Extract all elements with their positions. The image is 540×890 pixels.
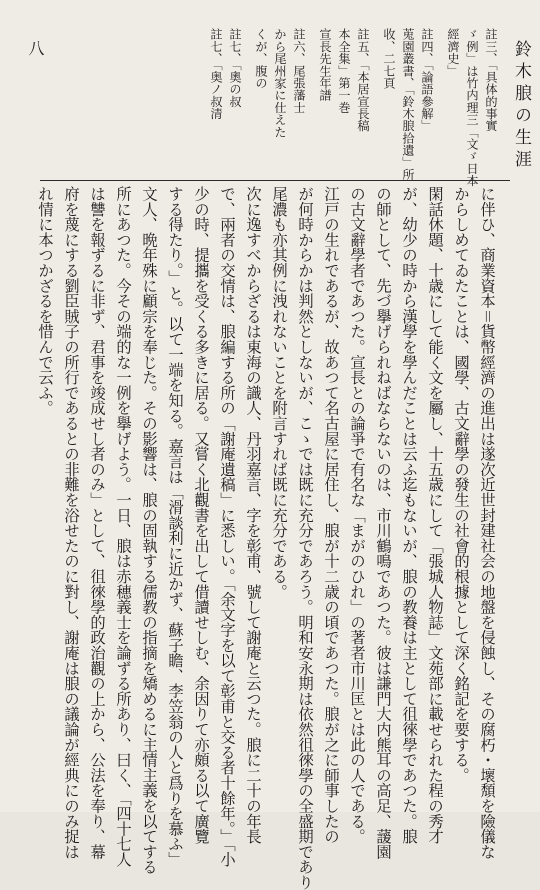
body-line: の古文辭學者であつた。宣長との論爭で有名な「まがのひれ」の著者市川匡とは此の人である。	[348, 186, 366, 844]
footnote-line: 經濟史」	[446, 28, 460, 77]
footnote-line: ゞ例」は竹内理三「文ゞ日本	[465, 28, 479, 187]
body-line: 江戸の生れであるが、故あつて名古屋に居住し、朖が十二歳の頃であつた。朖が之に師事したの	[322, 186, 340, 844]
footnote-line: 註七、「奧の叔	[228, 28, 242, 108]
body-line: 所にあつた。今その端的な一例を擧げよう。一日、朖は赤穗義士を論ずる所あり、曰く、「四十七人	[114, 186, 132, 867]
footnote-line: 註六、尾張藩士	[292, 28, 306, 114]
footnote-line: 收、二七頁	[382, 28, 396, 89]
page-number: 八	[26, 40, 45, 56]
footnotes-block	[40, 28, 500, 187]
footnote-line: 註七、「奥ノ叔清	[209, 28, 223, 120]
footnote-line: 註五、「本居宣長稿	[356, 28, 370, 132]
body-line: れ情に本つかざるを惜んで云ふ。	[36, 186, 54, 416]
body-line: に伴ひ、商業資本＝貨幣經濟の進出は遂次近世封建社会の地盤を侵蝕し、その腐朽・壞頽を險儀な	[478, 186, 496, 860]
body-line: する得たり。」と。以て一端を知る。嘉言は「滑談利に近かず、蘇子瞻、李笠翁の人と爲りを慕ふ」	[166, 186, 184, 867]
divider-rule	[40, 180, 510, 181]
footnote-line: 宣長先生年譜	[318, 28, 332, 102]
main-text-block	[25, 186, 500, 890]
footnote-line: から尾州家に仕えた	[273, 28, 287, 138]
body-line: からしめてゐたことは、國學、古文辭學の發生の社會的根據として深く銘記を要する。	[452, 186, 470, 783]
footnote-line: 本全集」第一巻	[337, 28, 351, 114]
footnote-line: 莵園叢書、「鈴木朖拾遺」所	[401, 28, 415, 181]
footnote-line: 註四、「論語參解」	[420, 28, 434, 132]
body-line: 尾濃も亦其例に洩れないことを附言すれば既に充分である。	[270, 186, 288, 600]
footnote-line: くが、腹の	[254, 28, 268, 89]
body-line: が何時からかは判然としないが、こゝでは既に充分であろう。明和安永期は依然徂徠學の全盛期であり	[296, 186, 314, 890]
running-title: 鈴木朖の生涯	[511, 40, 531, 172]
body-line: は讐を報ずるに非ず、君事を竣成せし者のみ」として、徂徠學的政治觀の上から、公法を奉り、幕	[88, 186, 106, 860]
body-line: で、兩者の交情は、朖編する所の「謝庵遺稿」に悉しい。「余文字を以て彰甫と交る者十餘年。」「小	[218, 186, 236, 867]
body-line: の師として、先づ擧げられねばならないのは、市川鶴鳴であつた。彼は謙門大内熊耳の高足、蘐園	[374, 186, 392, 860]
body-line: が、幼少の時から漢學を學んだことは云ふ迄もないが、朖の教養は主として徂徠學であつた。朖	[400, 186, 418, 844]
footnote-line: 註三、「具体的事實	[484, 28, 498, 132]
body-line: 文人、晩年殊に顧宗を奉じた。その影響は、朖の固執する儒教の指摘を矯めるに主情主義を以てする	[140, 186, 158, 875]
body-line: 次に逸すべからざるは東海の識人、丹羽嘉言、字を彰甫、號して謝庵と云つた。朖に二十の年長	[244, 186, 262, 844]
body-line: 少の時、提攜を受くる多きに居る。又嘗く北觀書を出して借讀せしむ、余因りて亦頗る以て廣覽	[192, 186, 210, 844]
body-line: 閑話休題、十歳にして能く文を屬し、十五歳にして「張城人物誌」文苑部に載せられた程の秀才	[426, 186, 444, 844]
body-line: 府を蔑にする劉臣賊子の所行であるとの非難を浴せたのに對し、謝庵は朖の議論が經典にのみ捉は	[62, 186, 80, 860]
